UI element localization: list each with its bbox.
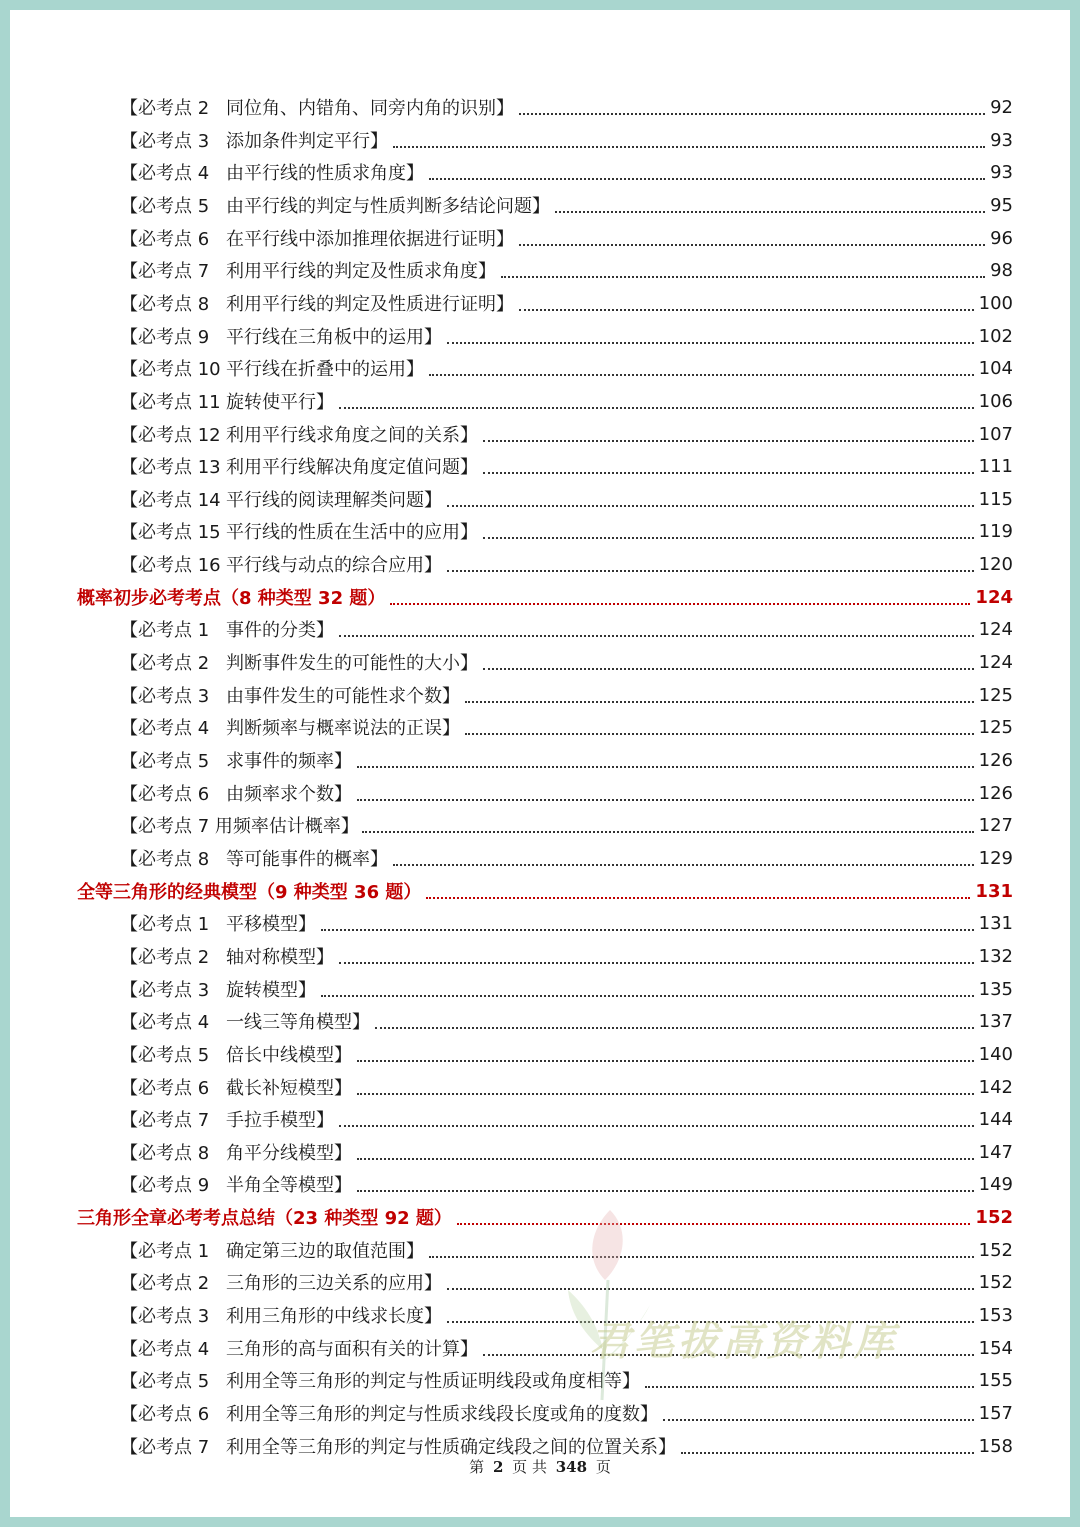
toc-entry-page-number: 102 — [978, 325, 1013, 347]
toc-entry-page-number: 127 — [978, 814, 1013, 836]
toc-entry-page-number: 158 — [978, 1435, 1013, 1457]
dot-leader — [429, 374, 974, 376]
toc-entry-title: 截长补短模型】 — [226, 1078, 352, 1099]
toc-entry-title: 利用全等三角形的判定与性质确定线段之间的位置关系】 — [226, 1437, 676, 1458]
table-of-contents — [10, 10, 1070, 1460]
dot-leader — [339, 635, 974, 637]
dot-leader — [519, 113, 985, 115]
dot-leader — [483, 440, 974, 442]
toc-entry-page-number: 107 — [978, 423, 1013, 445]
dot-leader — [465, 701, 974, 703]
toc-entry-title: 利用平行线求角度之间的关系】 — [226, 425, 478, 446]
toc-entry-number: 【必考点 2 — [120, 653, 210, 674]
toc-entry-title: 角平分线模型】 — [226, 1143, 352, 1164]
toc-entry-title: 平行线的性质在生活中的应用】 — [226, 522, 478, 543]
toc-entry[interactable] — [120, 744, 1013, 776]
toc-entry[interactable] — [120, 1103, 1013, 1135]
dot-leader — [357, 1158, 974, 1160]
toc-entry-number: 【必考点 3 — [120, 686, 210, 707]
dot-leader — [362, 831, 974, 833]
toc-entry-page-number: 152 — [978, 1271, 1013, 1293]
toc-entry-page-number: 132 — [978, 945, 1013, 967]
toc-entry[interactable] — [120, 1038, 1013, 1070]
toc-entry-title: 利用三角形的中线求长度】 — [226, 1306, 442, 1327]
toc-section-heading[interactable] — [77, 875, 1013, 907]
toc-entry-title: 半角全等模型】 — [226, 1175, 352, 1196]
dot-leader — [429, 178, 985, 180]
toc-entry[interactable] — [120, 842, 1013, 874]
toc-entry-title: 确定第三边的取值范围】 — [226, 1241, 424, 1262]
toc-entry-number: 【必考点 1 — [120, 1241, 210, 1262]
dot-leader — [357, 799, 974, 801]
toc-entry-title: 平移模型】 — [226, 914, 316, 935]
toc-entry-page-number: 147 — [978, 1141, 1013, 1163]
dot-leader — [390, 603, 970, 605]
toc-entry-number: 【必考点 9 — [120, 1175, 210, 1196]
toc-entry-number: 【必考点 5 — [120, 196, 210, 217]
toc-section-heading[interactable] — [77, 1201, 1013, 1233]
toc-entry-title: 由平行线的判定与性质判断多结论问题】 — [226, 196, 550, 217]
dot-leader — [429, 1256, 974, 1258]
toc-entry-page-number: 124 — [978, 651, 1013, 673]
toc-entry-title: 旋转模型】 — [226, 980, 316, 1001]
dot-leader — [321, 929, 974, 931]
watermark-tulip-icon — [550, 1190, 670, 1410]
dot-leader — [447, 505, 974, 507]
toc-entry-title: 利用平行线解决角度定值问题】 — [226, 457, 478, 478]
toc-entry-title: 事件的分类】 — [226, 620, 334, 641]
toc-entry-title: 利用全等三角形的判定与性质求线段长度或角的度数】 — [226, 1404, 658, 1425]
toc-entry-number: 【必考点 7 用频率估计概率】 — [120, 816, 359, 837]
toc-entry-number: 【必考点 8 — [120, 294, 210, 315]
dot-leader — [447, 1288, 974, 1290]
toc-entry[interactable] — [120, 320, 1013, 352]
toc-entry-number: 【必考点 13 — [120, 457, 221, 478]
dot-leader — [483, 537, 974, 539]
toc-entry-page-number: 152 — [975, 1206, 1013, 1228]
toc-entry-page-number: 106 — [978, 390, 1013, 412]
toc-entry-page-number: 126 — [978, 782, 1013, 804]
toc-entry-page-number: 152 — [978, 1239, 1013, 1261]
toc-entry-title: 判断频率与概率说法的正误】 — [226, 718, 460, 739]
toc-entry-page-number: 131 — [978, 912, 1013, 934]
toc-entry-number: 【必考点 16 — [120, 555, 221, 576]
toc-entry-number: 【必考点 6 — [120, 1078, 210, 1099]
toc-entry[interactable] — [120, 483, 1013, 515]
toc-entry-number: 【必考点 5 — [120, 751, 210, 772]
toc-entry-number: 【必考点 4 — [120, 1012, 210, 1033]
toc-entry[interactable] — [120, 222, 1013, 254]
dot-leader — [519, 309, 974, 311]
toc-entry-page-number: 119 — [978, 520, 1013, 542]
dot-leader — [645, 1386, 974, 1388]
toc-entry-number: 【必考点 7 — [120, 261, 210, 282]
toc-entry-number: 【必考点 11 — [120, 392, 221, 413]
toc-entry-page-number: 93 — [990, 129, 1013, 151]
dot-leader — [321, 995, 974, 997]
toc-entry-number: 【必考点 1 — [120, 914, 210, 935]
toc-entry[interactable] — [120, 450, 1013, 482]
toc-entry-page-number: 98 — [990, 259, 1013, 281]
dot-leader — [447, 342, 974, 344]
toc-entry[interactable] — [120, 124, 1013, 156]
toc-entry-title: 全等三角形的经典模型（9 种类型 36 题） — [77, 882, 422, 903]
toc-entry[interactable] — [120, 1071, 1013, 1103]
toc-entry-title: 三角形的三边关系的应用】 — [226, 1273, 442, 1294]
toc-entry-title: 手拉手模型】 — [226, 1110, 334, 1131]
dot-leader — [375, 1027, 974, 1029]
toc-entry-page-number: 95 — [990, 194, 1013, 216]
dot-leader — [393, 146, 985, 148]
footer-prefix: 第 — [469, 1458, 485, 1476]
toc-entry-title: 同位角、内错角、同旁内角的识别】 — [226, 98, 514, 119]
toc-entry-page-number: 142 — [978, 1076, 1013, 1098]
toc-entry[interactable] — [120, 613, 1013, 645]
footer-current-page: 2 — [492, 1458, 504, 1476]
toc-entry-title: 利用平行线的判定及性质求角度】 — [226, 261, 496, 282]
toc-entry-title: 平行线在三角板中的运用】 — [226, 327, 442, 348]
dot-leader — [501, 276, 985, 278]
toc-entry-title: 一线三等角模型】 — [226, 1012, 370, 1033]
toc-entry[interactable] — [120, 156, 1013, 188]
dot-leader — [663, 1419, 974, 1421]
toc-entry-title: 等可能事件的概率】 — [226, 849, 388, 870]
toc-entry-title: 由事件发生的可能性求个数】 — [226, 686, 460, 707]
toc-entry[interactable] — [120, 1005, 1013, 1037]
toc-section-heading[interactable] — [77, 581, 1013, 613]
page-footer — [10, 1456, 1070, 1477]
toc-entry-page-number: 129 — [978, 847, 1013, 869]
toc-entry-number: 【必考点 4 — [120, 1339, 210, 1360]
toc-entry-page-number: 124 — [978, 618, 1013, 640]
toc-entry-title: 三角形的高与面积有关的计算】 — [226, 1339, 478, 1360]
toc-entry-page-number: 124 — [975, 586, 1013, 608]
watermark-text: 君笔拔高资料库 — [590, 1319, 898, 1365]
toc-entry[interactable] — [120, 973, 1013, 1005]
toc-entry-page-number: 155 — [978, 1369, 1013, 1391]
toc-entry-title: 由频率求个数】 — [226, 784, 352, 805]
toc-entry-page-number: 93 — [990, 161, 1013, 183]
toc-entry-title: 在平行线中添加推理依据进行证明】 — [226, 229, 514, 250]
toc-entry[interactable] — [120, 91, 1013, 123]
toc-entry-title: 添加条件判定平行】 — [226, 131, 388, 152]
toc-entry-title: 平行线与动点的综合应用】 — [226, 555, 442, 576]
toc-entry-number: 【必考点 8 — [120, 849, 210, 870]
toc-entry-number: 【必考点 15 — [120, 522, 221, 543]
dot-leader — [393, 864, 974, 866]
toc-entry[interactable] — [120, 515, 1013, 547]
toc-entry-number: 【必考点 6 — [120, 1404, 210, 1425]
dot-leader — [681, 1452, 974, 1454]
toc-entry-number: 【必考点 6 — [120, 229, 210, 250]
dot-leader — [483, 668, 974, 670]
toc-entry-title: 旋转使平行】 — [226, 392, 334, 413]
toc-entry-page-number: 96 — [990, 227, 1013, 249]
toc-entry-title: 三角形全章必考考点总结（23 种类型 92 题） — [77, 1208, 452, 1229]
toc-entry-page-number: 135 — [978, 978, 1013, 1000]
toc-entry[interactable] — [120, 352, 1013, 384]
toc-entry[interactable] — [120, 646, 1013, 678]
toc-entry-number: 【必考点 3 — [120, 1306, 210, 1327]
dot-leader — [483, 472, 974, 474]
dot-leader — [457, 1223, 971, 1225]
toc-entry-page-number: 120 — [978, 553, 1013, 575]
dot-leader — [465, 733, 974, 735]
toc-entry-title: 概率初步必考考点（8 种类型 32 题） — [77, 588, 386, 609]
toc-entry-page-number: 131 — [975, 880, 1013, 902]
toc-entry[interactable] — [120, 777, 1013, 809]
toc-entry-number: 【必考点 12 — [120, 425, 221, 446]
toc-entry[interactable] — [120, 940, 1013, 972]
toc-entry-page-number: 157 — [978, 1402, 1013, 1424]
toc-entry-number: 【必考点 4 — [120, 718, 210, 739]
toc-entry-title: 利用全等三角形的判定与性质证明线段或角度相等】 — [226, 1371, 640, 1392]
toc-entry-number: 【必考点 2 — [120, 947, 210, 968]
toc-entry-page-number: 125 — [978, 716, 1013, 738]
toc-entry-number: 【必考点 8 — [120, 1143, 210, 1164]
toc-entry-number: 【必考点 7 — [120, 1110, 210, 1131]
toc-entry-number: 【必考点 9 — [120, 327, 210, 348]
dot-leader — [555, 211, 985, 213]
toc-entry[interactable] — [120, 418, 1013, 450]
toc-entry-page-number: 126 — [978, 749, 1013, 771]
toc-entry[interactable] — [120, 254, 1013, 286]
toc-entry-page-number: 92 — [990, 96, 1013, 118]
toc-entry-page-number: 111 — [978, 455, 1013, 477]
dot-leader — [357, 1060, 974, 1062]
toc-entry-number: 【必考点 10 — [120, 359, 221, 380]
toc-entry-page-number: 153 — [978, 1304, 1013, 1326]
footer-suffix: 页 — [595, 1458, 611, 1476]
dot-leader — [339, 1125, 974, 1127]
toc-entry-page-number: 137 — [978, 1010, 1013, 1032]
dot-leader — [339, 407, 974, 409]
toc-entry[interactable] — [120, 385, 1013, 417]
toc-entry-title: 轴对称模型】 — [226, 947, 334, 968]
toc-entry-title: 平行线的阅读理解类问题】 — [226, 490, 442, 511]
toc-entry[interactable] — [120, 809, 1013, 841]
toc-entry-number: 【必考点 1 — [120, 620, 210, 641]
toc-entry-title: 平行线在折叠中的运用】 — [226, 359, 424, 380]
toc-entry-title: 倍长中线模型】 — [226, 1045, 352, 1066]
toc-entry[interactable] — [120, 679, 1013, 711]
toc-entry[interactable] — [120, 711, 1013, 743]
dot-leader — [426, 897, 970, 899]
dot-leader — [519, 244, 985, 246]
toc-entry-number: 【必考点 3 — [120, 131, 210, 152]
toc-entry[interactable] — [120, 548, 1013, 580]
toc-entry-number: 【必考点 5 — [120, 1045, 210, 1066]
footer-middle: 页 共 — [512, 1458, 547, 1476]
toc-entry-title: 求事件的频率】 — [226, 751, 352, 772]
dot-leader — [357, 766, 974, 768]
toc-entry-title: 由平行线的性质求角度】 — [226, 163, 424, 184]
document-page — [10, 10, 1070, 1517]
dot-leader — [447, 570, 974, 572]
toc-entry[interactable] — [120, 189, 1013, 221]
toc-entry-title: 利用平行线的判定及性质进行证明】 — [226, 294, 514, 315]
toc-entry-page-number: 140 — [978, 1043, 1013, 1065]
footer-total-pages: 348 — [555, 1458, 588, 1476]
toc-entry-page-number: 104 — [978, 357, 1013, 379]
toc-entry[interactable] — [120, 287, 1013, 319]
toc-entry-page-number: 154 — [978, 1337, 1013, 1359]
toc-entry[interactable] — [120, 907, 1013, 939]
toc-entry-number: 【必考点 5 — [120, 1371, 210, 1392]
toc-entry-number: 【必考点 2 — [120, 98, 210, 119]
toc-entry-page-number: 125 — [978, 684, 1013, 706]
toc-entry-page-number: 149 — [978, 1173, 1013, 1195]
toc-entry-number: 【必考点 2 — [120, 1273, 210, 1294]
toc-entry[interactable] — [120, 1136, 1013, 1168]
toc-entry-number: 【必考点 4 — [120, 163, 210, 184]
dot-leader — [357, 1093, 974, 1095]
toc-entry-title: 判断事件发生的可能性的大小】 — [226, 653, 478, 674]
toc-entry-number: 【必考点 6 — [120, 784, 210, 805]
toc-entry-page-number: 100 — [978, 292, 1013, 314]
dot-leader — [339, 962, 974, 964]
toc-entry-page-number: 144 — [978, 1108, 1013, 1130]
toc-entry-page-number: 115 — [978, 488, 1013, 510]
toc-entry-number: 【必考点 7 — [120, 1437, 210, 1458]
toc-entry-number: 【必考点 3 — [120, 980, 210, 1001]
toc-entry-number: 【必考点 14 — [120, 490, 221, 511]
